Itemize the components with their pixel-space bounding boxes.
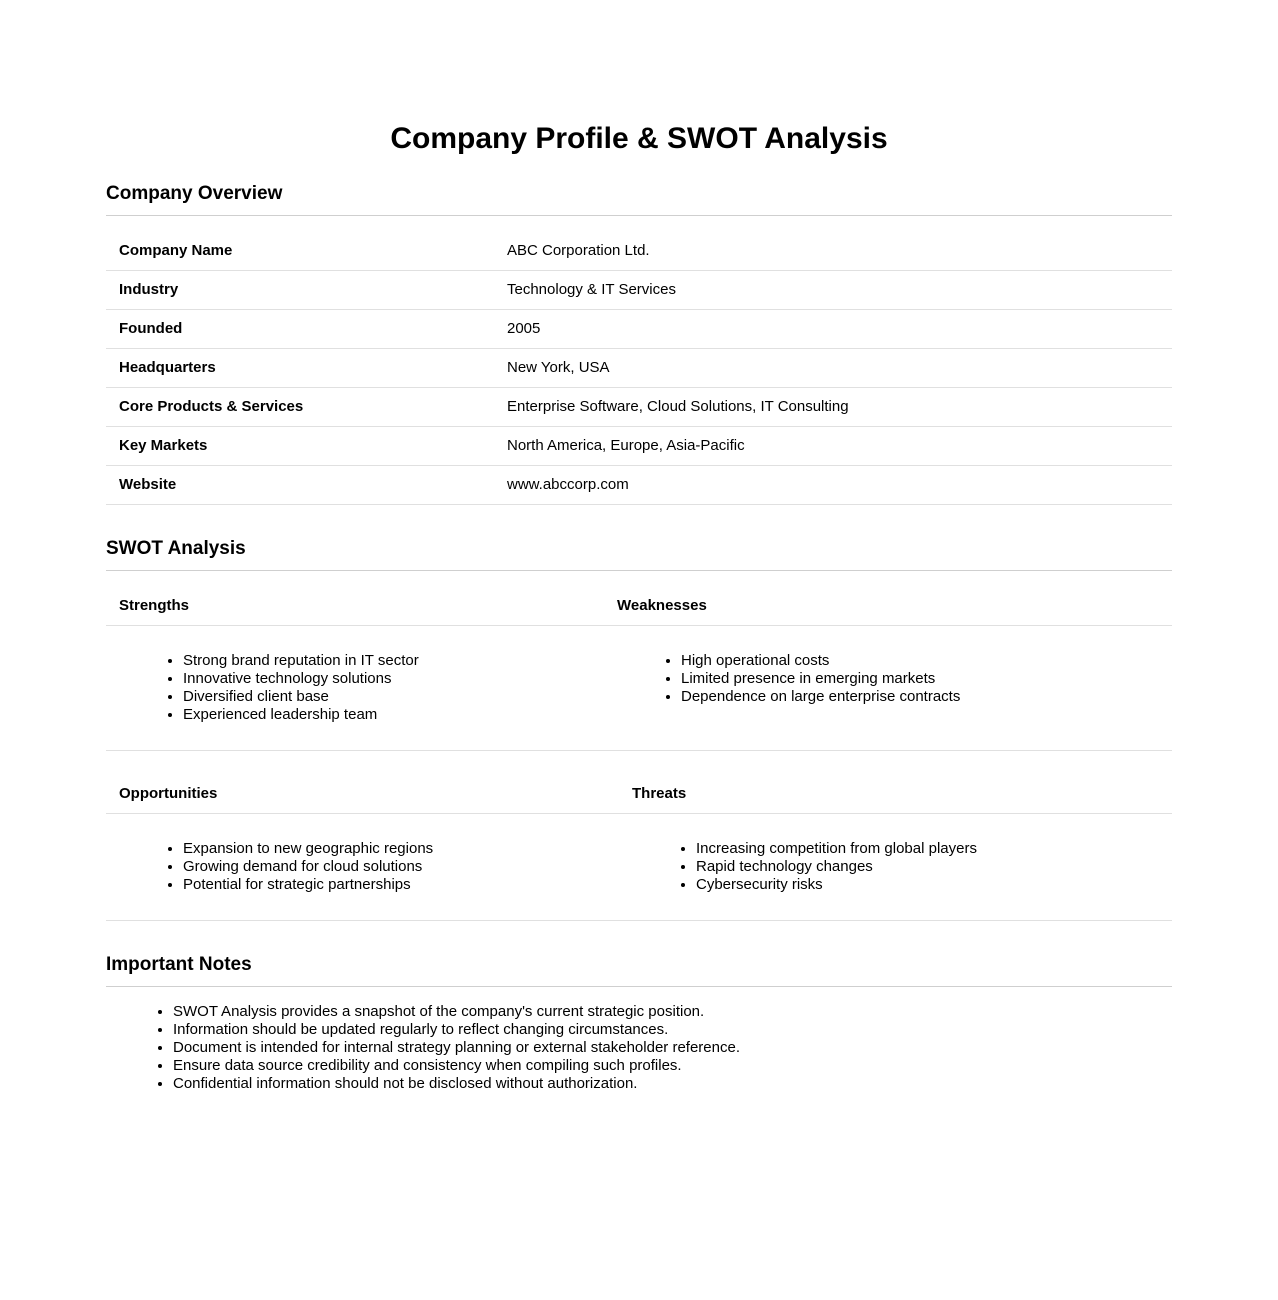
list-item: • Cybersecurity risks <box>696 876 1159 894</box>
weaknesses-list <box>617 652 1159 706</box>
document-title: Company Profile & SWOT Analysis <box>390 122 888 155</box>
table-row <box>106 587 1172 626</box>
list-item: • Expansion to new geographic regions <box>183 840 606 858</box>
table-row <box>106 349 1172 388</box>
table-row <box>106 310 1172 349</box>
swot-analysis-heading: SWOT Analysis <box>106 538 1172 571</box>
table-row <box>106 466 1172 505</box>
swot-strengths-weaknesses-table <box>106 587 1172 751</box>
list-item: • High operational costs <box>681 652 1159 670</box>
section-swot-analysis <box>106 538 1172 921</box>
table-row <box>106 626 1172 751</box>
table-row <box>106 388 1172 427</box>
row-label: Company Name <box>106 232 494 271</box>
opportunities-header: Opportunities <box>106 775 619 814</box>
table-row <box>106 232 1172 271</box>
section-company-overview <box>106 183 1172 505</box>
row-label: Website <box>106 466 494 505</box>
row-value: North America, Europe, Asia-Pacific <box>494 427 1172 466</box>
list-item: • Growing demand for cloud solutions <box>183 858 606 876</box>
company-overview-heading: Company Overview <box>106 183 1172 216</box>
strengths-cell <box>106 626 604 751</box>
row-label: Headquarters <box>106 349 494 388</box>
table-row <box>106 814 1172 921</box>
row-value: Enterprise Software, Cloud Solutions, IT Consulting <box>494 388 1172 427</box>
opportunities-cell <box>106 814 619 921</box>
company-overview-table <box>106 232 1172 505</box>
list-item: • Rapid technology changes <box>696 858 1159 876</box>
strengths-header: Strengths <box>106 587 604 626</box>
weaknesses-cell <box>604 626 1172 751</box>
strengths-list <box>119 652 591 724</box>
list-item: • Document is intended for internal strategy planning or external stakeholder reference. <box>173 1039 1172 1057</box>
section-important-notes <box>106 954 1172 1093</box>
table-row <box>106 775 1172 814</box>
row-label: Industry <box>106 271 494 310</box>
opportunities-list <box>119 840 606 894</box>
list-item: • Diversified client base <box>183 688 591 706</box>
row-label: Key Markets <box>106 427 494 466</box>
list-item: • Innovative technology solutions <box>183 670 591 688</box>
list-item: • Limited presence in emerging markets <box>681 670 1159 688</box>
list-item: • Confidential information should not be disclosed without authorization. <box>173 1075 1172 1093</box>
important-notes-heading: Important Notes <box>106 954 1172 987</box>
threats-list <box>632 840 1159 894</box>
threats-header: Threats <box>619 775 1172 814</box>
row-value: www.abccorp.com <box>494 466 1172 505</box>
list-item: • SWOT Analysis provides a snapshot of the company's current strategic position. <box>173 1003 1172 1021</box>
row-label: Founded <box>106 310 494 349</box>
list-item: • Potential for strategic partnerships <box>183 876 606 894</box>
row-value: ABC Corporation Ltd. <box>494 232 1172 271</box>
list-item: • Increasing competition from global players <box>696 840 1159 858</box>
threats-cell <box>619 814 1172 921</box>
row-label: Core Products & Services <box>106 388 494 427</box>
list-item: • Dependence on large enterprise contracts <box>681 688 1159 706</box>
list-item: • Experienced leadership team <box>183 706 591 724</box>
table-row <box>106 427 1172 466</box>
row-value: Technology & IT Services <box>494 271 1172 310</box>
row-value: 2005 <box>494 310 1172 349</box>
weaknesses-header: Weaknesses <box>604 587 1172 626</box>
swot-opportunities-threats-table <box>106 775 1172 921</box>
list-item: • Information should be updated regularly to reflect changing circumstances. <box>173 1021 1172 1039</box>
list-item: • Strong brand reputation in IT sector <box>183 652 591 670</box>
row-value: New York, USA <box>494 349 1172 388</box>
important-notes-list <box>106 1003 1172 1093</box>
document-content <box>106 0 1172 1093</box>
list-item: • Ensure data source credibility and consistency when compiling such profiles. <box>173 1057 1172 1075</box>
table-row <box>106 271 1172 310</box>
